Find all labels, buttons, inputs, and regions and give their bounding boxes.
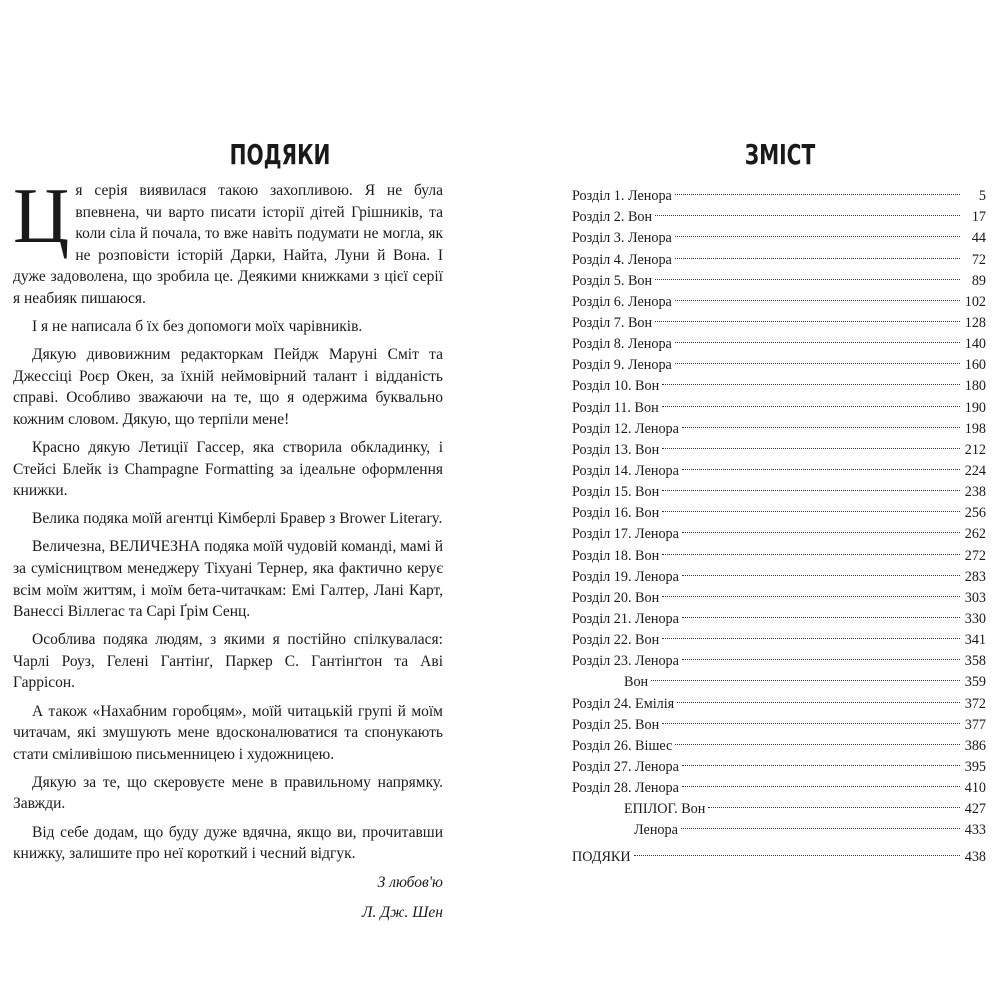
toc-page-number: 5 — [978, 188, 986, 205]
toc-entry — [572, 812, 986, 839]
toc-leader-dots — [662, 427, 960, 449]
toc-page-number: 358 — [964, 653, 986, 670]
paragraph: Красно дякую Летиції Гассер, яка створила обкладинку, і Стейсі Блейк із Champagne Formatting за ідеальне оформлення книжки. — [13, 439, 443, 500]
toc-leader-dots — [677, 680, 960, 702]
toc-page-number: 128 — [964, 314, 986, 331]
toc-page-number: 386 — [964, 737, 986, 754]
toc-leader-dots — [682, 638, 960, 660]
toc-page-number: 102 — [964, 293, 986, 310]
toc-leader-dots — [662, 469, 960, 491]
toc-page-number: 89 — [971, 272, 986, 289]
toc-page-number: 17 — [971, 209, 986, 226]
acknowledgements-title: ПОДЯКИ — [229, 138, 331, 171]
toc-leader-dots — [662, 575, 960, 597]
toc-leader-dots — [682, 765, 960, 787]
toc-page-number: 72 — [971, 251, 986, 268]
toc-page-number: 410 — [964, 780, 986, 797]
toc-leader-dots — [655, 194, 960, 216]
toc-leader-dots — [675, 723, 960, 745]
toc-leader-dots — [682, 511, 960, 533]
toc-leader-dots — [655, 300, 960, 322]
signature-closing: З любов'ю — [377, 874, 443, 892]
toc-leader-dots — [662, 363, 960, 385]
toc-page-number: 359 — [964, 674, 986, 691]
toc-entry-title: Розділ 13. Вон — [572, 441, 660, 458]
paragraph: Від себе додам, що буду дуже вдячна, якщо ви, прочитавши книжку, залишите про неї короткий і чесний відгук. — [13, 823, 443, 863]
toc-entry-title: Розділ 12. Ленора — [572, 420, 679, 437]
toc-leader-dots — [682, 448, 960, 470]
toc-entry-title: Розділ 6. Ленора — [572, 293, 672, 310]
toc-page-number: 427 — [964, 801, 986, 818]
toc-page-number: 212 — [964, 441, 986, 458]
toc-leader-dots — [662, 384, 960, 406]
toc-leader-dots — [682, 554, 960, 576]
paragraph: Велика подяка моїй агентці Кімберлі Бравер з Brower Literary. — [32, 510, 443, 528]
toc-entry-title: Розділ 19. Ленора — [572, 568, 679, 585]
toc-leader-dots — [682, 596, 960, 618]
toc-entry-title: Розділ 27. Ленора — [572, 758, 679, 775]
toc-entry-title: Розділ 14. Ленора — [572, 462, 679, 479]
toc-leader-dots — [682, 744, 960, 766]
toc-entry-title: Розділ 28. Ленора — [572, 780, 679, 797]
toc-page-number: 256 — [964, 505, 986, 522]
toc-entry-title: Розділ 9. Ленора — [572, 357, 672, 374]
toc-entry-title: Розділ 18. Вон — [572, 547, 660, 564]
table-of-contents — [572, 178, 986, 865]
toc-entry-title: Розділ 7. Вон — [572, 314, 653, 331]
toc-page-number: 283 — [964, 568, 986, 585]
toc-page-number: 330 — [964, 610, 986, 627]
toc-entry-title: ПОДЯКИ — [572, 848, 631, 865]
paragraph: Дякую за те, що скеровуєте мене в правильному напрямку. Завжди. — [13, 773, 443, 813]
toc-leader-dots — [651, 659, 960, 681]
toc-page-number: 303 — [964, 589, 986, 606]
signature-author: Л. Дж. Шен — [361, 903, 443, 921]
toc-page-number: 198 — [964, 420, 986, 437]
contents-page — [500, 0, 1000, 1000]
toc-leader-dots — [675, 321, 960, 343]
paragraph: Особлива подяка людям, з якими я постійно спілкувалася: Чарлі Роуз, Гелені Гантінґ, Паркер С. Гантінґтон та Аві Гаррісон. — [13, 631, 443, 692]
toc-page-number: 44 — [971, 230, 986, 247]
toc-page-number: 238 — [964, 484, 986, 501]
toc-entry-title: Розділ 16. Вон — [572, 505, 660, 522]
contents-title: ЗМІСТ — [744, 138, 816, 171]
toc-entry-title: Розділ 26. Вішес — [572, 737, 673, 754]
toc-entry-title: Розділ 20. Вон — [572, 589, 660, 606]
toc-entry-title: Розділ 3. Ленора — [572, 230, 672, 247]
toc-leader-dots — [675, 279, 960, 301]
toc-leader-dots — [675, 342, 960, 364]
toc-entry-title: Розділ 25. Вон — [572, 716, 660, 733]
toc-page-number: 190 — [964, 399, 986, 416]
toc-entry-title: ЕПІЛОГ. Вон — [624, 801, 706, 818]
toc-leader-dots — [675, 215, 960, 237]
toc-entry-title: Вон — [624, 674, 649, 691]
acknowledgements-text — [13, 172, 443, 930]
toc-page-number: 438 — [964, 848, 986, 865]
toc-leader-dots — [675, 173, 960, 195]
toc-leader-dots — [655, 258, 960, 280]
toc-leader-dots — [634, 833, 960, 855]
toc-entry-title: Розділ 5. Вон — [572, 272, 653, 289]
toc-leader-dots — [708, 786, 960, 808]
toc-entry-title: Розділ 17. Ленора — [572, 526, 679, 543]
toc-page-number: 262 — [964, 526, 986, 543]
toc-entry — [572, 838, 986, 865]
toc-entry-title: Розділ 24. Емілія — [572, 695, 675, 712]
paragraph: Ця серія виявилася такою захопливою. Я не була впевнена, чи варто писати історії дітей Грішників, та коли сіла й почала, то вже навіть подумати не могла, як не розповісти історій Дарки, Найта, Луни й Вона. І дуже задоволена, що зробила це. Деякими книжками з цієї серії я неабияк пишаюся. — [13, 172, 443, 307]
toc-entry-title: Розділ 4. Ленора — [572, 251, 672, 268]
drop-cap: Ц — [13, 172, 70, 259]
toc-entry-title: Розділ 11. Вон — [572, 399, 659, 416]
toc-entry-title: Розділ 1. Ленора — [572, 188, 672, 205]
toc-page-number: 272 — [964, 547, 986, 564]
toc-entry-title: Розділ 21. Ленора — [572, 610, 679, 627]
toc-leader-dots — [662, 702, 960, 724]
paragraph: Дякую дивовижним редакторкам Пейдж Маруні Сміт та Джессіці Роєр Окен, за їхній неймовірний талант і відданість справі. Особливо зважаючи на те, що я одержима буквально кожним словом. Дякую, що терпіли мене! — [13, 346, 443, 428]
toc-page-number: 341 — [964, 632, 986, 649]
toc-page-number: 377 — [964, 716, 986, 733]
toc-page-number: 395 — [964, 758, 986, 775]
toc-entry-title: Ленора — [634, 822, 678, 839]
toc-entry-title: Розділ 15. Вон — [572, 484, 660, 501]
toc-leader-dots — [682, 406, 960, 428]
toc-page-number: 140 — [964, 336, 986, 353]
toc-entry-title: Розділ 8. Ленора — [572, 336, 672, 353]
toc-page-number: 160 — [964, 357, 986, 374]
toc-leader-dots — [681, 807, 960, 829]
toc-entry-title: Розділ 22. Вон — [572, 632, 660, 649]
toc-leader-dots — [662, 617, 960, 639]
paragraph: І я не написала б їх без допомоги моїх чарівників. — [32, 318, 363, 336]
paragraph: Величезна, ВЕЛИЧЕЗНА подяка моїй чудовій команді, мамі й за сумісництвом менеджеру Тіхуані Тернер, яка фактично керує всім моїм життям, і моїм бета-читачкам: Емі Галтер, Лані Карт, Ванессі Віллегас та Сарі Ґрім Сенц. — [13, 538, 443, 621]
paragraph: А також «Нахабним горобцям», моїй читацькій групі й моїм читачам, які змушують мене вдосконалюватися та спонукають стати сміливішою письменницею і художницею. — [13, 702, 443, 763]
toc-leader-dots — [662, 490, 960, 512]
toc-leader-dots — [662, 532, 960, 554]
toc-page-number: 180 — [964, 378, 986, 395]
toc-page-number: 372 — [964, 695, 986, 712]
toc-page-number: 433 — [964, 822, 986, 839]
toc-page-number: 224 — [964, 462, 986, 479]
toc-entry-title: Розділ 2. Вон — [572, 209, 653, 226]
toc-leader-dots — [675, 236, 960, 258]
toc-entry-title: Розділ 23. Ленора — [572, 653, 679, 670]
toc-entry-title: Розділ 10. Вон — [572, 378, 660, 395]
